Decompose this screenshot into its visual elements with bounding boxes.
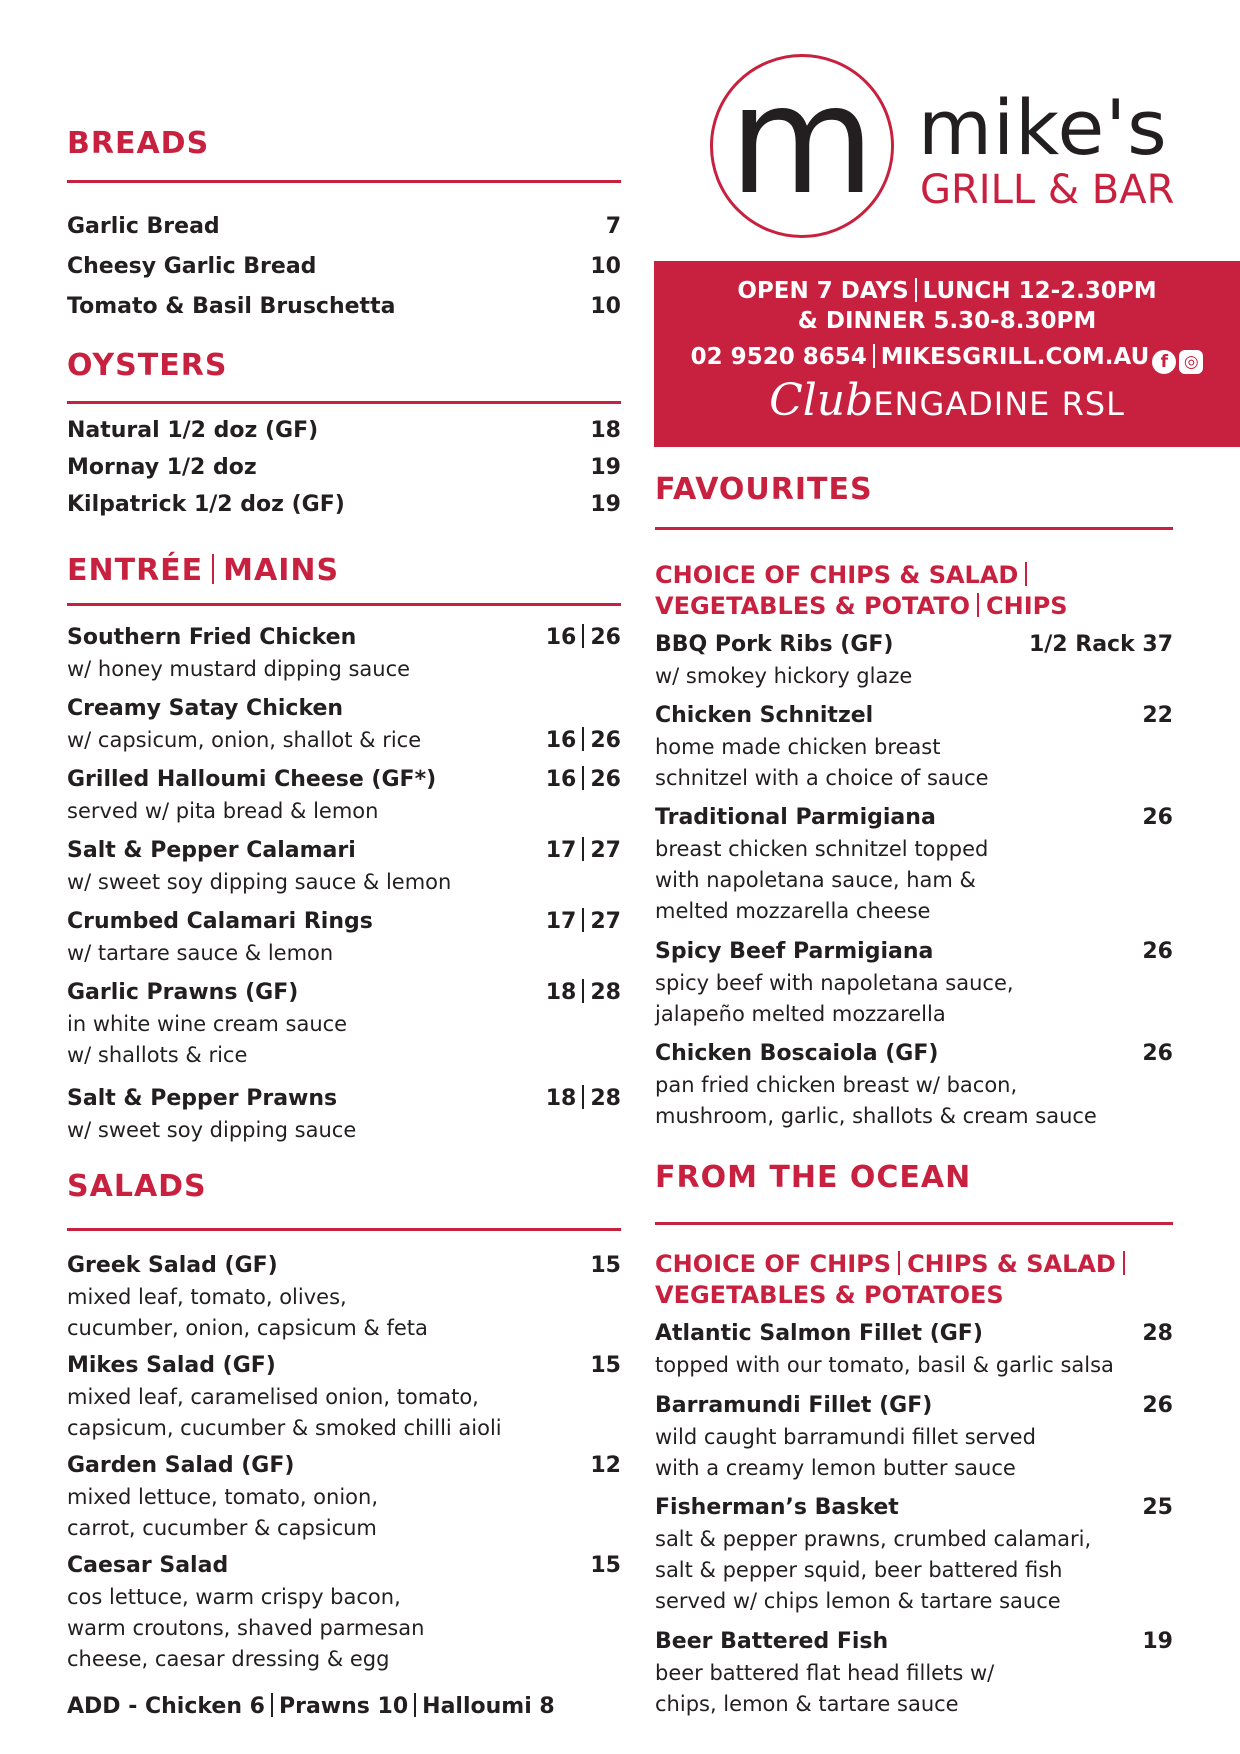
add-halloumi: Halloumi 8 (422, 1694, 555, 1719)
item-price: 15 (590, 1353, 621, 1378)
info-banner (654, 261, 1240, 447)
item-name: Creamy Satay Chicken (67, 696, 344, 721)
menu-item (67, 415, 621, 447)
mains-divider (67, 603, 621, 606)
entree-price: 18 (545, 1086, 577, 1111)
oysters-heading: OYSTERS (67, 348, 228, 383)
item-price: 26 (1142, 1393, 1173, 1418)
menu-item (655, 1492, 1173, 1617)
add-chicken: ADD - Chicken 6 (67, 1694, 265, 1719)
main-price: 26 (590, 767, 621, 792)
menu-item (655, 1626, 1173, 1720)
menu-item (67, 489, 621, 521)
club-line (654, 376, 1240, 429)
item-price: 18 (590, 418, 621, 443)
item-description: in white wine cream sauce (67, 1012, 348, 1036)
item-price: 10 (590, 254, 621, 279)
item-name: Crumbed Calamari Rings (67, 909, 373, 934)
choice-divider (1025, 562, 1027, 586)
main-price: 26 (590, 625, 621, 650)
salads-heading: SALADS (67, 1169, 207, 1204)
item-description: mixed leaf, caramelised onion, tomato, (67, 1385, 479, 1409)
item-name: Chicken Schnitzel (655, 703, 874, 728)
item-name: Chicken Boscaiola (GF) (655, 1041, 939, 1066)
item-price (546, 977, 621, 1009)
item-name: Caesar Salad (67, 1553, 229, 1578)
menu-item (67, 764, 621, 827)
salads-divider (67, 1228, 621, 1231)
add-divider (271, 1693, 273, 1717)
item-description: salt & pepper prawns, crumbed calamari, (655, 1527, 1092, 1551)
item-price: 26 (1142, 1041, 1173, 1066)
menu-item (67, 291, 621, 323)
item-price: 28 (1142, 1321, 1173, 1346)
item-description: w/ sweet soy dipping sauce & lemon (67, 870, 452, 894)
item-description: w/ tartare sauce & lemon (67, 941, 334, 965)
item-description: w/ shallots & rice (67, 1043, 248, 1067)
item-description: cheese, caesar dressing & egg (67, 1647, 390, 1671)
menu-item (67, 906, 621, 969)
item-name: Garden Salad (GF) (67, 1453, 295, 1478)
main-price: 26 (590, 728, 621, 753)
menu-item (67, 622, 621, 685)
main-price: 28 (590, 980, 621, 1005)
item-description: served w/ chips lemon & tartare sauce (655, 1589, 1061, 1613)
item-name: Grilled Halloumi Cheese (GF*) (67, 767, 437, 792)
choice-chips: CHIPS (986, 592, 1068, 620)
hours-line (654, 276, 1240, 306)
item-name: Natural 1/2 doz (GF) (67, 418, 319, 443)
menu-item (67, 1550, 621, 1675)
price-divider (582, 1085, 584, 1109)
club-script: Club (769, 375, 874, 426)
instagram-icon[interactable]: ◎ (1179, 350, 1203, 374)
choice-divider (1123, 1251, 1125, 1275)
entree-price: 17 (545, 909, 577, 934)
item-description: warm croutons, shaved parmesan (67, 1616, 425, 1640)
item-description: cucumber, onion, capsicum & feta (67, 1316, 428, 1340)
price-divider (582, 979, 584, 1003)
choice-chips: CHOICE OF CHIPS (655, 1250, 892, 1278)
entree-price: 16 (545, 625, 577, 650)
item-price (546, 1083, 621, 1115)
favourites-heading: FAVOURITES (655, 472, 873, 507)
item-price (546, 622, 621, 654)
menu-item (67, 835, 621, 898)
item-name: Spicy Beef Parmigiana (655, 939, 934, 964)
item-description: with a creamy lemon butter sauce (655, 1456, 1016, 1480)
menu-item (67, 1250, 621, 1344)
item-description: breast chicken schnitzel topped (655, 837, 989, 861)
menu-item (67, 452, 621, 484)
item-description: jalapeño melted mozzarella (655, 1002, 946, 1026)
dinner-hours: & DINNER 5.30-8.30PM (797, 308, 1097, 334)
item-price: 10 (590, 294, 621, 319)
item-name: Beer Battered Fish (655, 1629, 889, 1654)
info-divider (915, 278, 917, 302)
choice-chips-salad: CHIPS & SALAD (907, 1250, 1116, 1278)
menu-item (67, 251, 621, 283)
menu-item (655, 1038, 1173, 1132)
item-description: carrot, cucumber & capsicum (67, 1516, 377, 1540)
item-description: melted mozzarella cheese (655, 899, 931, 923)
menu-item (655, 1390, 1173, 1484)
item-name: Greek Salad (GF) (67, 1253, 278, 1278)
main-price: 28 (590, 1086, 621, 1111)
mains-label: MAINS (223, 553, 340, 588)
item-description: beer battered flat head fillets w/ (655, 1661, 995, 1685)
choice-divider (977, 593, 979, 617)
item-description: home made chicken breast (655, 735, 941, 759)
item-description: cos lettuce, warm crispy bacon, (67, 1585, 401, 1609)
ocean-choice-note (655, 1249, 1132, 1311)
favourites-choice-note (655, 560, 1068, 622)
price-divider (582, 624, 584, 648)
choice-chips-salad: CHOICE OF CHIPS & SALAD (655, 561, 1019, 589)
menu-item (67, 211, 621, 243)
add-ons-line (67, 1691, 555, 1723)
item-description: served w/ pita bread & lemon (67, 799, 379, 823)
item-name: Kilpatrick 1/2 doz (GF) (67, 492, 345, 517)
facebook-icon[interactable]: f (1152, 350, 1176, 374)
menu-item (655, 936, 1173, 1030)
item-price: 22 (1142, 703, 1173, 728)
item-price (546, 906, 621, 938)
entree-price: 16 (545, 728, 577, 753)
club-name: ENGADINE RSL (873, 385, 1125, 423)
item-description: schnitzel with a choice of sauce (655, 766, 989, 790)
favourites-divider (655, 527, 1173, 530)
item-description: pan fried chicken breast w/ bacon, (655, 1073, 1018, 1097)
item-name: BBQ Pork Ribs (GF) (655, 632, 894, 657)
lunch-hours: LUNCH 12-2.30PM (922, 278, 1157, 304)
menu-item (655, 1318, 1173, 1381)
item-description: mixed leaf, tomato, olives, (67, 1285, 347, 1309)
price-divider (582, 908, 584, 932)
entree-price: 18 (545, 980, 577, 1005)
contact-line (654, 342, 1240, 374)
item-price: 26 (1142, 805, 1173, 830)
item-price: 15 (590, 1553, 621, 1578)
price-divider (582, 837, 584, 861)
menu-item (655, 629, 1173, 692)
price-divider (582, 766, 584, 790)
item-price: 19 (590, 455, 621, 480)
phone-number: 02 9520 8654 (690, 344, 867, 370)
item-name: Garlic Bread (67, 214, 220, 239)
item-name: Cheesy Garlic Bread (67, 254, 317, 279)
item-price: 1/2 Rack 37 (1028, 632, 1173, 657)
item-price (546, 725, 621, 757)
entree-price: 16 (545, 767, 577, 792)
item-price: 12 (590, 1453, 621, 1478)
choice-divider (898, 1251, 900, 1275)
choice-veg-potato: VEGETABLES & POTATO (655, 592, 971, 620)
item-name: Mornay 1/2 doz (67, 455, 257, 480)
item-description: with napoletana sauce, ham & (655, 868, 976, 892)
item-description: w/ sweet soy dipping sauce (67, 1118, 357, 1142)
menu-item (67, 1450, 621, 1544)
item-description: w/ capsicum, onion, shallot & rice (67, 728, 422, 752)
item-name: Fisherman’s Basket (655, 1495, 899, 1520)
menu-item (67, 693, 621, 756)
menu-item (67, 1350, 621, 1444)
brand-subtitle: GRILL & BAR (920, 167, 1175, 213)
item-name: Mikes Salad (GF) (67, 1353, 276, 1378)
entree-label: ENTRÉE (67, 553, 204, 588)
breads-heading: BREADS (67, 126, 210, 161)
ocean-divider (655, 1222, 1173, 1225)
item-name: Barramundi Fillet (GF) (655, 1393, 933, 1418)
choice-veg-potatoes: VEGETABLES & POTATOES (655, 1281, 1004, 1309)
item-price: 7 (605, 214, 621, 239)
item-description: w/ honey mustard dipping sauce (67, 657, 411, 681)
item-name: Garlic Prawns (GF) (67, 980, 299, 1005)
oysters-divider (67, 401, 621, 404)
item-description: salt & pepper squid, beer battered fish (655, 1558, 1063, 1582)
item-price: 25 (1142, 1495, 1173, 1520)
breads-divider (67, 180, 621, 183)
item-price: 19 (1142, 1629, 1173, 1654)
menu-item (655, 700, 1173, 794)
item-description: mixed lettuce, tomato, onion, (67, 1485, 379, 1509)
item-description: topped with our tomato, basil & garlic salsa (655, 1353, 1114, 1377)
item-name: Salt & Pepper Calamari (67, 838, 356, 863)
main-price: 27 (590, 838, 621, 863)
entree-mains-heading (67, 553, 339, 588)
menu-item (655, 802, 1173, 927)
ocean-heading: FROM THE OCEAN (655, 1160, 972, 1195)
add-prawns: Prawns 10 (278, 1694, 409, 1719)
main-price: 27 (590, 909, 621, 934)
entree-price: 17 (545, 838, 577, 863)
item-price: 19 (590, 492, 621, 517)
item-description: mushroom, garlic, shallots & cream sauce (655, 1104, 1097, 1128)
website-link[interactable]: MIKESGRILL.COM.AU (880, 344, 1150, 370)
title-divider (212, 554, 214, 584)
item-price: 15 (590, 1253, 621, 1278)
item-name: Salt & Pepper Prawns (67, 1086, 338, 1111)
info-divider (873, 344, 875, 368)
item-price: 26 (1142, 939, 1173, 964)
menu-item (67, 1083, 621, 1146)
item-price (546, 764, 621, 796)
open-days: OPEN 7 DAYS (737, 278, 909, 304)
item-name: Traditional Parmigiana (655, 805, 936, 830)
item-description: spicy beef with napoletana sauce, (655, 971, 1014, 995)
item-name: Southern Fried Chicken (67, 625, 357, 650)
item-description: w/ smokey hickory glaze (655, 664, 913, 688)
item-description: wild caught barramundi fillet served (655, 1425, 1036, 1449)
price-divider (582, 727, 584, 751)
item-name: Atlantic Salmon Fillet (GF) (655, 1321, 983, 1346)
item-description: chips, lemon & tartare sauce (655, 1692, 959, 1716)
logo-initial: m (728, 54, 876, 228)
add-divider (414, 1693, 416, 1717)
item-description: capsicum, cucumber & smoked chilli aioli (67, 1416, 502, 1440)
menu-item (67, 977, 621, 1071)
brand-name: mike's (918, 83, 1168, 172)
item-price (546, 835, 621, 867)
item-name: Tomato & Basil Bruschetta (67, 294, 396, 319)
